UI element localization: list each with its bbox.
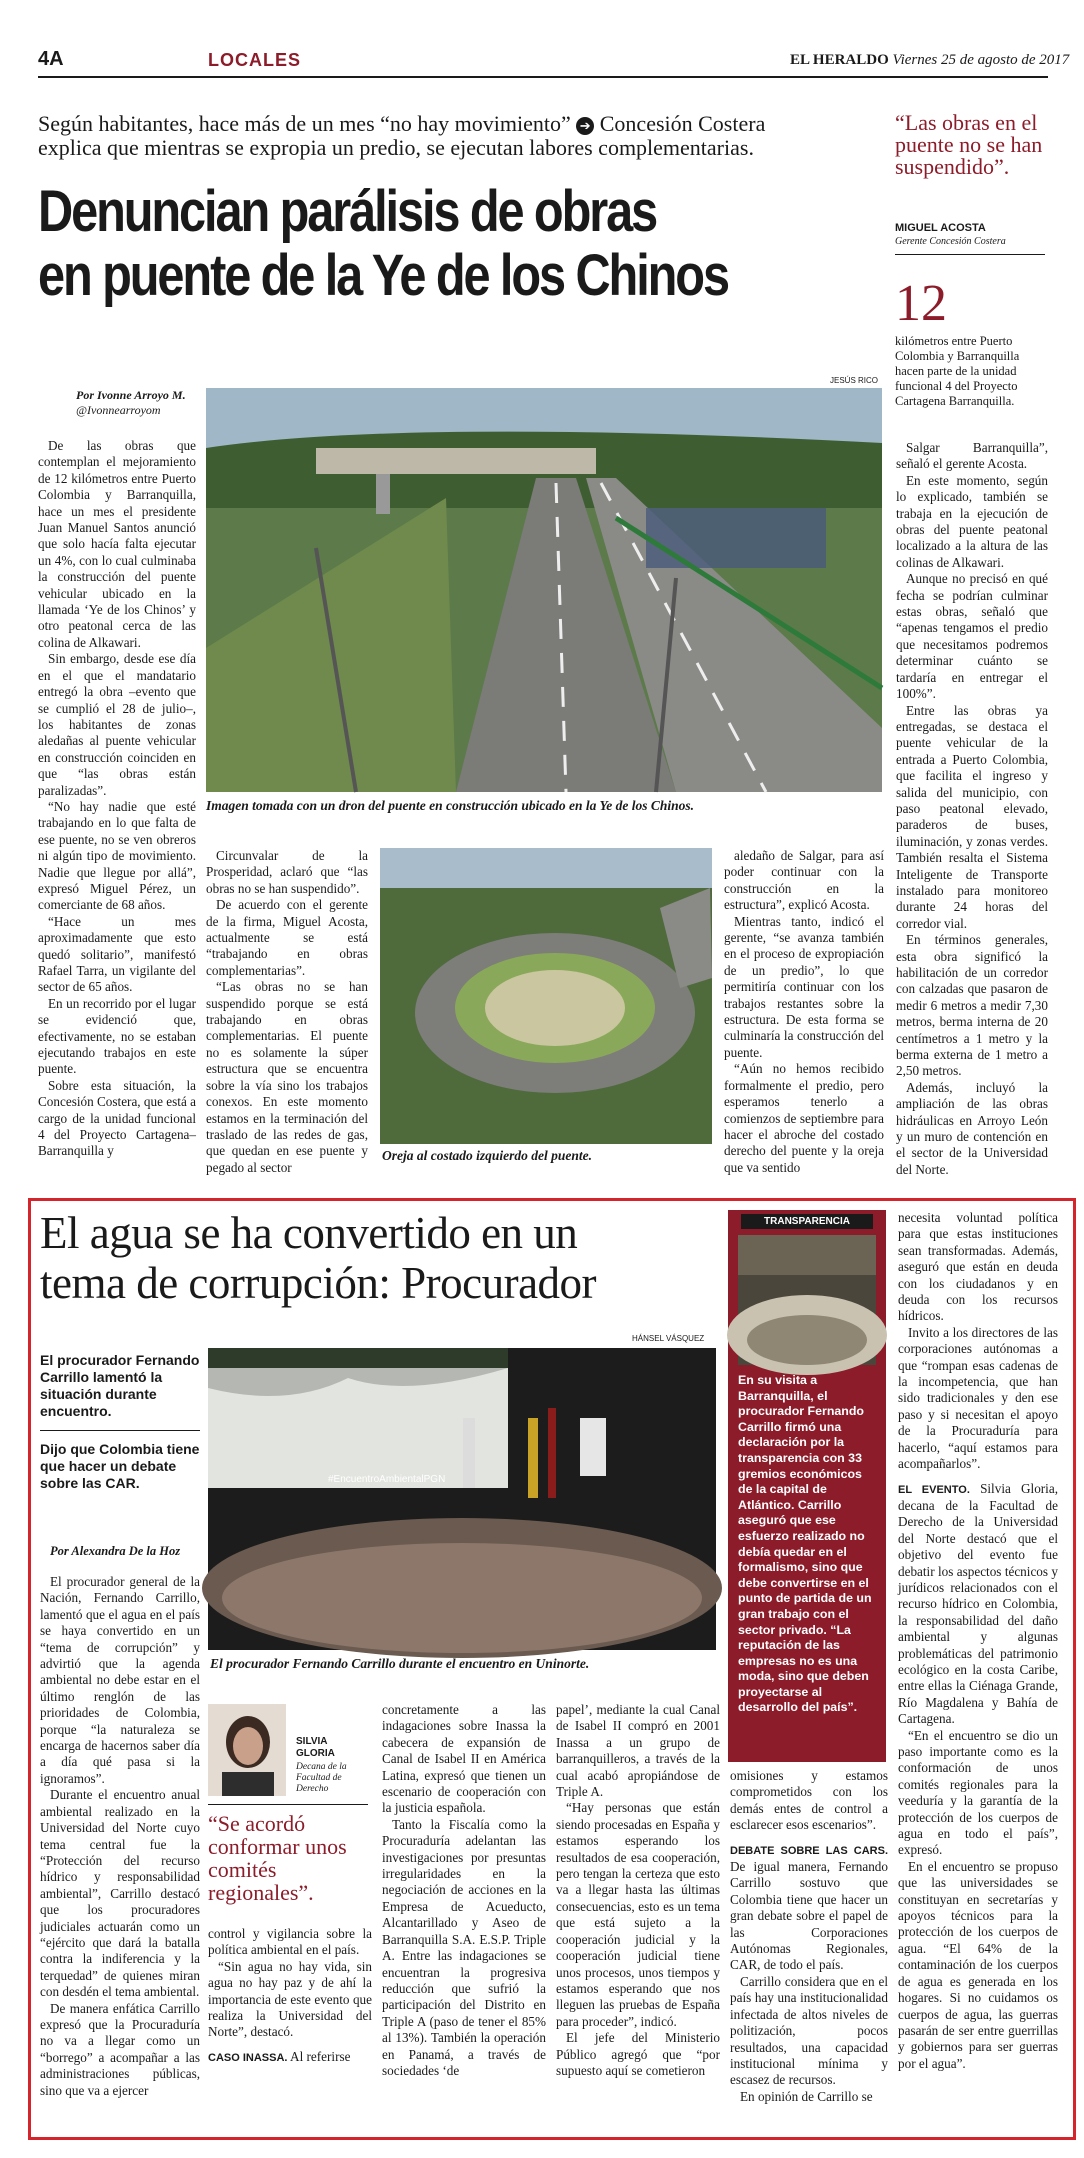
story2-col2 <box>208 1926 372 2134</box>
arrow-icon: ➔ <box>576 117 594 135</box>
event-photo-image <box>208 1348 716 1650</box>
story2-pull-quote: “Se acordó conformar unos comités regionales”. <box>208 1811 347 1905</box>
deck-line1b: Concesión Costera <box>599 111 766 136</box>
story1-pull-quote: “Las obras en el puente no se han suspendido”. <box>895 110 1043 179</box>
quote-name-line1: SILVIA <box>296 1736 328 1747</box>
story1-col3 <box>724 848 884 1175</box>
paragraph: necesita voluntad política para que estas instituciones sean transformadas. Además, aseguró que están en deuda con los ciudadanos y en deuda con los recursos hídricos. <box>898 1210 1058 1324</box>
paragraph: De acuerdo con el gerente de la firma, Miguel Acosta, actualmente se está “trabajando en obras complementarias”. <box>206 897 368 978</box>
story1-quote-name: MIGUEL ACOSTA <box>895 222 986 234</box>
paragraph: En el encuentro se propuso que las universidades se constituyan en secretarías y apoyos técnicos para la protección de los cuerpos de agua. “El 64% de la contaminación de los cuerpos de agua es generada en los hogares. Si no cuidamos os cuerpos de agua, las guerras pasarán de ser entre guerrillas y gobiernos para ser guerras por el agua”. <box>898 1858 1058 2071</box>
story1-deck <box>38 112 888 160</box>
paragraph: “Hace un mes aproximadamente que esto quedó solitario”, manifestó Rafael Tarra, un vigilante del sector de 65 años. <box>38 913 196 995</box>
paragraph: En términos generales, esta obra significó la habilitación de un corredor con calzadas que pasaron de medir 6 metros a medir 7,30 metros, berma interna de 20 centímetros a 1 metro y la berma externa de 1 metro a 2,50 metros. <box>896 932 1048 1079</box>
sidebar-label: TRANSPARENCIA <box>741 1214 873 1229</box>
avatar <box>208 1704 286 1796</box>
stat-text: kilómetros entre Puerto Colombia y Barranquilla hacen parte de la unidad funcional 4 del Proyecto Cartagena Barranquilla. <box>895 334 1020 408</box>
paragraph: control y vigilancia sobre la política ambiental en el país. <box>208 1926 372 1958</box>
ramp-photo <box>380 848 712 1144</box>
paragraph: De manera enfática Carrillo expresó que la Procuraduría no va a llegar como un “borrego” a acompañar a las administraciones públicas, sino que va a ejercer <box>40 2000 200 2098</box>
paragraph: Sin embargo, desde ese día en el que el mandatario entregó la obra –evento que se cumplió el 28 de julio–, los habitantes de zonas aledañas al puente vehicular en construcción coinciden en que “las obras están paralizadas”. <box>38 651 196 798</box>
story2-summary <box>40 1352 200 1492</box>
paragraph-text: De igual manera, Fernando Carrillo sostuvo que Colombia tiene que hacer un gran debate sobre el papel de las Corporaciones Autónomas Regionales, CAR, de todo el país. <box>730 1859 888 1973</box>
paper-name: EL HERALDO <box>790 52 889 68</box>
issue-date: Viernes 25 de agosto de 2017 <box>892 52 1070 68</box>
paragraph: Tanto la Fiscalía como la Procuraduría adelantan las investigaciones por presuntas irregularidades en la negociación de acciones en la Empresa de Acueducto, Alcantarillado y Aseo de Barranquilla S.A. E.S.P. Triple A. Entre las indagaciones se encuentran la progresiva reducción que sufrió la participación del Distrito en Triple A (paso de tener el 85% al 13%). También la operación en Panamá, a través de sociedades ‘de <box>382 1816 546 2078</box>
paragraph: concretamente a las indagaciones sobre Inassa la cabecera de expansión de Canal de Isabel II en América Latina, expresó que tienen un escenario de cooperación con la justicia española. <box>382 1702 546 1816</box>
byline-handle: @Ivonnearroyom <box>76 403 161 417</box>
paragraph: “Aún no hemos recibido formalmente el predio, pero esperamos tenerlo a comienzos de septiembre para hacer el abroche del costado derecho del puente y la oreja que va sentido <box>724 1061 884 1175</box>
byline-author: Por Ivonne Arroyo M. <box>76 388 186 402</box>
paragraph-text: Silvia Gloria, decana de la Facultad de Derecho de la Universidad del Norte destacó que el objetivo del evento fue debatir los aspectos técnicos y jurídicos relacionados con el recurso hídrico en Colombia, la responsabilidad del daño ambiental y algunas problemáticas del patrimonio ecológico en la costa Caribe, entre ellas la Ciénaga Grande, Río Magdalena y Bahía de Cartagena. <box>898 1480 1058 1727</box>
story1-headline <box>38 180 760 308</box>
quote-divider <box>895 254 1045 255</box>
story1-quote-role: Gerente Concesión Costera <box>895 236 1006 247</box>
subhead: EL EVENTO. <box>898 1483 970 1496</box>
paragraph: Además, incluyó la ampliación de las obras hidráulicas en Arroyo León y un muro de contención en el sector de la Universidad del Norte. <box>896 1079 1048 1177</box>
paragraph: En opinión de Carrillo se <box>740 2088 873 2104</box>
summary-divider <box>40 1430 200 1431</box>
quote-role: Decana de la Facultad de Derecho <box>296 1762 347 1794</box>
headline-line2: en puente de la Ye de los Chinos <box>38 243 728 308</box>
quote-divider <box>208 1804 368 1805</box>
masthead <box>790 52 1069 69</box>
sidebar-photo <box>738 1235 876 1365</box>
paragraph: De las obras que contemplan el mejoramiento de 12 kilómetros entre Puerto Colombia y Barranquilla, hace un mes el presidente Juan Manuel Santos anunció que solo hacía falta ejecutar un 4%, con lo cual culminaba la construcción del puente vehicular ubicado en la llamada ‘Ye de los Chinos’ y otro peatonal cerca de las colina de Alkawari. <box>38 438 196 650</box>
story2-col1 <box>40 1574 200 2134</box>
paragraph: aledaño de Salgar, para así poder continuar con la construcción en la estructura”, explicó Acosta. <box>724 848 884 913</box>
paragraph: “Hay personas que están siendo procesadas en España y estamos esperando los resultados de esa cooperación, pero tengan la certeza que esto va a llegar hasta las últimas consecuencias, esto es un tema que está sujeto a la cooperación judicial y la cooperación judicial tiene unos procesos, unos tiempos y estamos esperando que nos lleguen las pruebas de España para proceder”, indicó. <box>556 1800 720 2029</box>
headline-line2: tema de corrupción: Procurador <box>40 1258 597 1308</box>
paragraph: Carrillo considera que en el país hay una institucionalidad infectada de altos niveles de politización, pocos resultados, una capacidad institucional mínima y escasez de recursos. <box>730 1973 888 2088</box>
paragraph: “Las obras no se han suspendido porque se está trabajando en obras complementarias. El puente no es solamente la súper estructura que se encuentra sobre la vía sino los trabajos conexos. En este momento estamos en la terminación del traslado de las redes de gas, que quedan en ese puente y pegado al sector <box>206 979 368 1175</box>
story2-byline: Por Alexandra De la Hoz <box>50 1544 181 1558</box>
paragraph: “No hay nadie que esté trabajando en lo que falta de ese puente, no se ven obreros ni algún tipo de movimiento. Nadie que llegue por allá”, expresó Miguel Pérez, un comerciante de 68 años. <box>38 798 196 913</box>
story2-col5 <box>730 1768 888 2134</box>
paragraph: Circunvalar de la Prosperidad, aclaró que “las obras no se han suspendido”. <box>206 848 368 896</box>
paragraph: En un recorrido por el lugar se evidenció que, efectivamente, no se estaban ejecutando trabajos en este puente. <box>38 995 196 1077</box>
summary-2: Dijo que Colombia tiene que hacer un debate sobre las CAR. <box>40 1441 200 1491</box>
paragraph: Salgar Barranquilla”, señaló el gerente Acosta. <box>896 440 1048 472</box>
story1-col1 <box>38 438 196 1159</box>
paragraph: “En el encuentro se dio un paso importante como es la conformación de unos comités regionales para la veeduría y la garantía de la protección de los cuerpos de agua en todo el país”, expresó. <box>898 1727 1058 1858</box>
paragraph: El procurador general de la Nación, Fernando Carrillo, lamentó que el agua en el país se haya convertido en un “tema de corrupción” y advirtió que la agenda ambiental no debe estar en el último renglón de las prioridades de Colombia, porque “la naturaleza se encarga de hacernos saber día a día qué pasa si la ignoramos”. <box>40 1574 200 1786</box>
paragraph: Sobre esta situación, la Concesión Costera, que está a cargo de la unidad funcional 4 del Proyecto Cartagena–Barranquilla y <box>38 1077 196 1159</box>
paragraph: El jefe del Ministerio Público agregó que “por supuesto aquí se cometieron <box>556 2030 720 2078</box>
paragraph: Entre las obras ya entregadas, se destaca el puente vehicular de la entrada a Puerto Colombia, que facilita el ingreso y salida del municipio, con paso peatonal elevado, paraderos de buses, iluminación, y zonas verdes. También resalta el Sistema Inteligente de Transporte instalado para monitoreo durante 24 horas del corredor vial. <box>896 702 1048 931</box>
paragraph: Mientras tanto, indicó el gerente, “se avanza también en el proceso de expropiación de un predio”, lo que permitiría continuar con los trabajos restantes sobre la estructura. De esta forma se culminaría la construcción del puente. <box>724 913 884 1060</box>
story2-headline <box>40 1208 720 1308</box>
deck-line2: explica que mientras se expropia un predio, se ejecutan labores complementarias. <box>38 135 754 160</box>
section-label: LOCALES <box>208 50 302 70</box>
headline-line1: Denuncian parálisis de obras <box>38 179 657 244</box>
summary-1: El procurador Fernando Carrillo lamentó la situación durante encuentro. <box>40 1352 200 1419</box>
story2-col3 <box>382 1702 546 2134</box>
ramp-photo-image <box>380 848 712 1144</box>
paragraph: Invito a los directores de las corporaciones autónomas a que “rompan esas cadenas de la incompetencia, que han sido tradicionales y den ese paso y si necesitan el apoyo de la Procuraduría para hacerlo, “aquí estamos para acompañarlos”. <box>898 1324 1058 1472</box>
paragraph: omisiones y estamos comprometidos con los demás entes de control a esclarecer esos escenarios”. <box>730 1768 888 1833</box>
paragraph: papel’, mediante la cual Canal de Isabel II compró en 2001 Inassa a un grupo de barranquilleros, a través de la cual acabó apropiándose de Triple A. <box>556 1702 720 1800</box>
paragraph-text: Al referirse <box>290 2048 351 2064</box>
header-rule <box>38 76 1048 78</box>
paragraph <box>208 2049 372 2066</box>
event-screen-text: #EncuentroAmbientalPGN <box>328 1474 446 1485</box>
subhead: DEBATE SOBRE LAS CARS. <box>730 1844 888 1857</box>
photo2-caption: Oreja al costado izquierdo del puente. <box>382 1148 592 1163</box>
sidebar-text: En su visita a Barranquilla, el procurador Fernando Carrillo firmó una declaración por la transparencia con 33 gremios económicos de la capital de Atlántico. Carrillo aseguró que ese esfuerzo realizado no debía quedar en el formalismo, sino que debe convertirse en el punto de partida de un gran trabajo con el sector privado. “La reputación de las empresas no es una moda, sino que deben proyectarse al desarrollo del país”. <box>738 1373 872 1715</box>
story2-col4 <box>556 1702 720 2134</box>
story1-col2 <box>206 848 368 1175</box>
sidebar-photo-image <box>738 1235 876 1365</box>
paragraph: En este momento, según lo explicado, también se trabaja en la ejecución de obras del puente peatonal localizado a la altura de las colinas de Alkawari. <box>896 472 1048 570</box>
paragraph: Aunque no precisó en qué fecha se podrían culminar estas obras, señaló que “apenas tengamos el predio que necesitamos podremos determinar cuánto se tardaría en entregar el 100%”. <box>896 571 1048 702</box>
photo1-caption: Imagen tomada con un dron del puente en construcción ubicado en la Ye de los Chinos. <box>206 798 695 813</box>
headline-line1: El agua se ha convertido en un <box>40 1208 578 1258</box>
photo1-credit: JESÚS RICO <box>830 376 879 385</box>
photo-credit: HÁNSEL VÁSQUEZ <box>632 1334 705 1343</box>
paragraph <box>898 1481 1058 1728</box>
page-number: 4A <box>38 48 64 70</box>
paragraph <box>730 1842 888 1974</box>
deck-line1: Según habitantes, hace más de un mes “no hay movimiento” <box>38 111 571 136</box>
paragraph: Durante el encuentro anual ambiental realizado en la Universidad del Norte cuyo tema central fue la “Protección del recurso hídrico y responsabilidad ambiental”, Carrillo destacó que los procuradores judiciales actuarán como un “ejército que dará la batalla contra la indiferencia y la terquedad” de quienes miran con desdén el tema ambiental. <box>40 1787 200 2000</box>
drone-photo-image <box>206 388 882 792</box>
silvia-photo <box>208 1704 286 1796</box>
event-photo <box>208 1348 716 1650</box>
transparency-sidebar <box>728 1210 886 1762</box>
story1-col4 <box>896 440 1048 1177</box>
quote-name-line2: GLORIA <box>296 1748 335 1759</box>
story1-byline <box>76 388 186 418</box>
story2-col6 <box>898 1210 1058 2134</box>
subhead: CASO INASSA. <box>208 2051 288 2064</box>
paragraph: “Sin agua no hay vida, sin agua no hay paz y de ahí la importancia de este evento que realiza la Universidad del Norte”, destacó. <box>208 1958 372 2040</box>
stat-number: 12 <box>895 275 947 332</box>
event-photo-caption: El procurador Fernando Carrillo durante el encuentro en Uninorte. <box>210 1656 590 1671</box>
quote-name <box>296 1736 335 1760</box>
drone-photo <box>206 388 882 792</box>
